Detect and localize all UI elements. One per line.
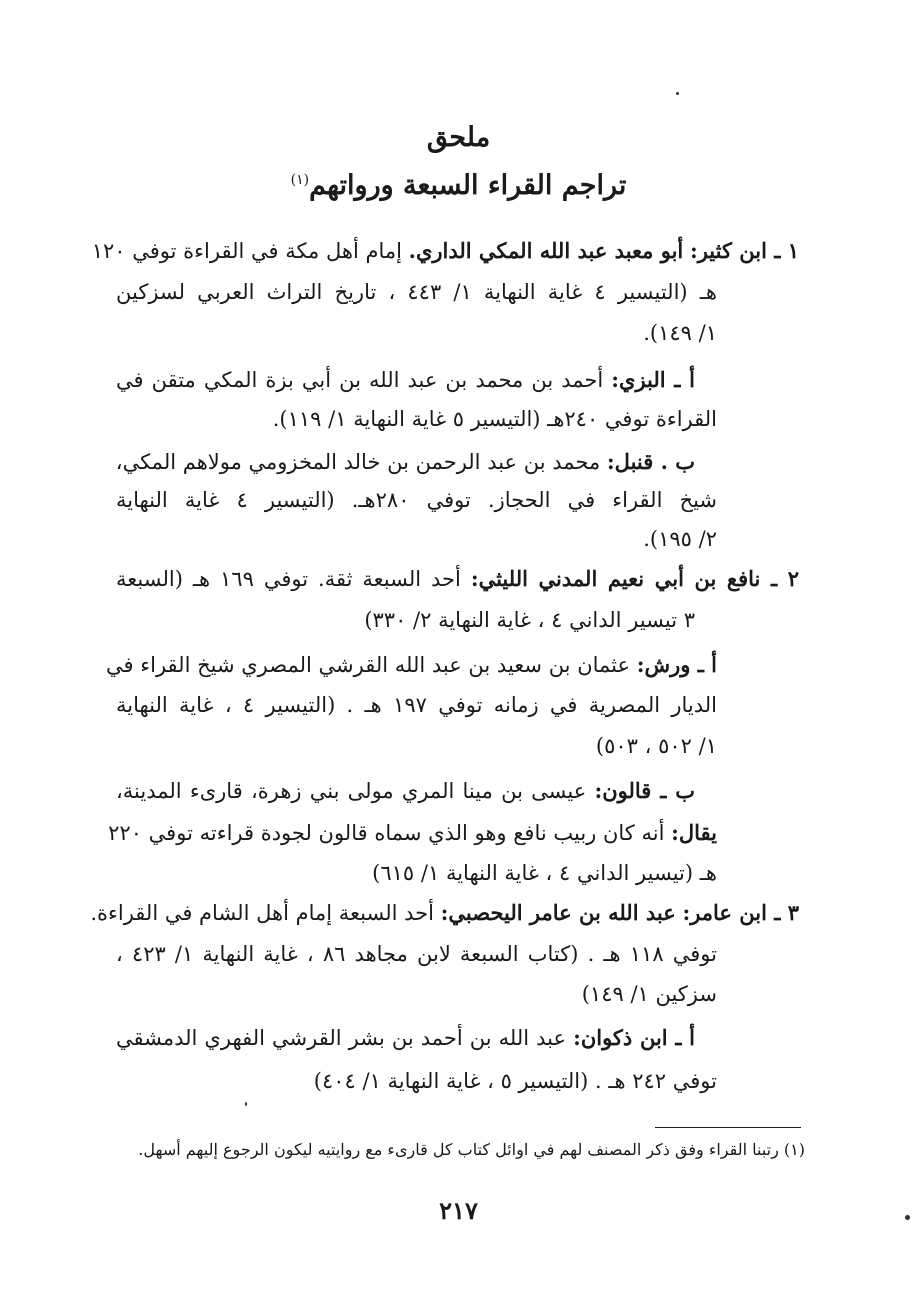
footnote-divider <box>655 1127 801 1128</box>
entry-text: أحمد بن محمد بن عبد الله بن أبي بزة المكي متقن في <box>116 368 604 392</box>
entry-ibn-amir-line-3: سزكين ١/ ١٤٩) <box>581 982 717 1006</box>
entry-text: عبد الله بن أحمد بن بشر القرشي الفهري الدمشقي <box>116 1026 567 1050</box>
section-title <box>0 170 917 201</box>
entry-label: أ ـ ورش: <box>636 652 717 677</box>
footnote-marker: (١) <box>290 172 310 188</box>
scan-speck <box>676 92 679 95</box>
entry-ibn-kathir-line-2: هـ (التيسير ٤ غاية النهاية ١/ ٤٤٣ ، تاريخ التراث العربي لسزكين <box>116 280 717 304</box>
entry-warsh-line-1 <box>106 650 717 682</box>
appendix-title: ملحق <box>426 122 491 153</box>
entry-qunbul-line-1 <box>116 447 695 479</box>
entry-ibn-kathir-line-1 <box>91 236 799 268</box>
entry-ibn-kathir-line-3: ١/ ١٤٩). <box>643 321 717 345</box>
entry-ibn-amir-line-2: توفي ١١٨ هـ . (كتاب السبعة لابن مجاهد ٨٦ ، غاية النهاية ١/ ٤٢٣ ، <box>116 942 717 966</box>
entry-qalun-line-1 <box>116 776 695 808</box>
entry-qalun-line-2 <box>108 818 717 850</box>
entry-qunbul-line-3: ٢/ ١٩٥). <box>643 527 717 551</box>
entry-text: عيسى بن مينا المري مولى بني زهرة، قارىء المدينة، <box>116 779 587 803</box>
entry-label: ٢ ـ نافع بن أبي نعيم المدني الليثي: <box>470 566 800 591</box>
entry-ibn-amir-line-1 <box>90 898 799 930</box>
entry-name: عبد الله بن عامر اليحصبي: <box>440 900 676 925</box>
footnote-text: (١) رتبنا القراء وفق ذكر المصنف لهم في اوائل كتاب كل قارىء مع روايتيه ليكون الرجوع إليهم أسهل. <box>138 1140 805 1159</box>
page-number: ٢١٧ <box>439 1196 478 1225</box>
scan-speck <box>905 1215 910 1220</box>
entry-label: ١ ـ ابن كثير: <box>689 238 799 263</box>
entry-warsh-line-2: الديار المصرية في زمانه توفي ١٩٧ هـ . (التيسير ٤ ، غاية النهاية <box>116 693 717 717</box>
entry-ibn-dhakwan-line-1 <box>116 1023 695 1055</box>
entry-nafi-line-2: ٣ تيسير الداني ٤ ، غاية النهاية ٢/ ٣٣٠) <box>364 608 695 632</box>
entry-label: ب . قنبل: <box>606 449 695 474</box>
entry-text: أحد السبعة ثقة. توفي ١٦٩ هـ (السبعة <box>116 567 461 591</box>
entry-text: محمد بن عبد الرحمن بن خالد المخزومي مولاهم المكي، <box>115 450 601 474</box>
entry-label: أ ـ ابن ذكوان: <box>573 1025 695 1050</box>
entry-text: إمام أهل مكة في القراءة توفي ١٢٠ <box>91 239 402 263</box>
entry-nafi-line-1 <box>116 564 799 596</box>
scan-speck <box>245 1102 247 1106</box>
entry-label: ٣ ـ ابن عامر: <box>682 900 799 925</box>
entry-name: أبو معبد عبد الله المكي الداري. <box>408 238 684 263</box>
entry-warsh-line-3: ١/ ٥٠٢ ، ٥٠٣) <box>595 734 717 758</box>
entry-bazzi-line-2: القراءة توفي ٢٤٠هـ (التيسير ٥ غاية النهاية ١/ ١١٩). <box>272 407 717 431</box>
entry-text: عثمان بن سعيد بن عبد الله القرشي المصري شيخ القراء في <box>106 653 631 677</box>
entry-ibn-dhakwan-line-2: توفي ٢٤٢ هـ . (التيسير ٥ ، غاية النهاية ١/ ٤٠٤) <box>313 1069 717 1093</box>
entry-qunbul-line-2: شيخ القراء في الحجاز. توفي ٢٨٠هـ. (التيسير ٤ غاية النهاية <box>116 488 718 512</box>
entry-text: أحد السبعة إمام أهل الشام في القراءة. <box>90 901 434 925</box>
entry-label: أ ـ البزي: <box>611 367 695 392</box>
entry-label: ب ـ قالون: <box>594 778 695 803</box>
entry-text: أنه كان ربيب نافع وهو الذي سماه قالون لجودة قراءته توفي ٢٢٠ <box>108 821 665 845</box>
section-title-text: تراجم القراء السبعة ورواتهم <box>309 170 627 201</box>
entry-label: يقال: <box>671 820 717 845</box>
entry-qalun-line-3: هـ (تيسير الداني ٤ ، غاية النهاية ١/ ٦١٥) <box>372 861 717 885</box>
entry-bazzi-line-1 <box>116 365 695 397</box>
